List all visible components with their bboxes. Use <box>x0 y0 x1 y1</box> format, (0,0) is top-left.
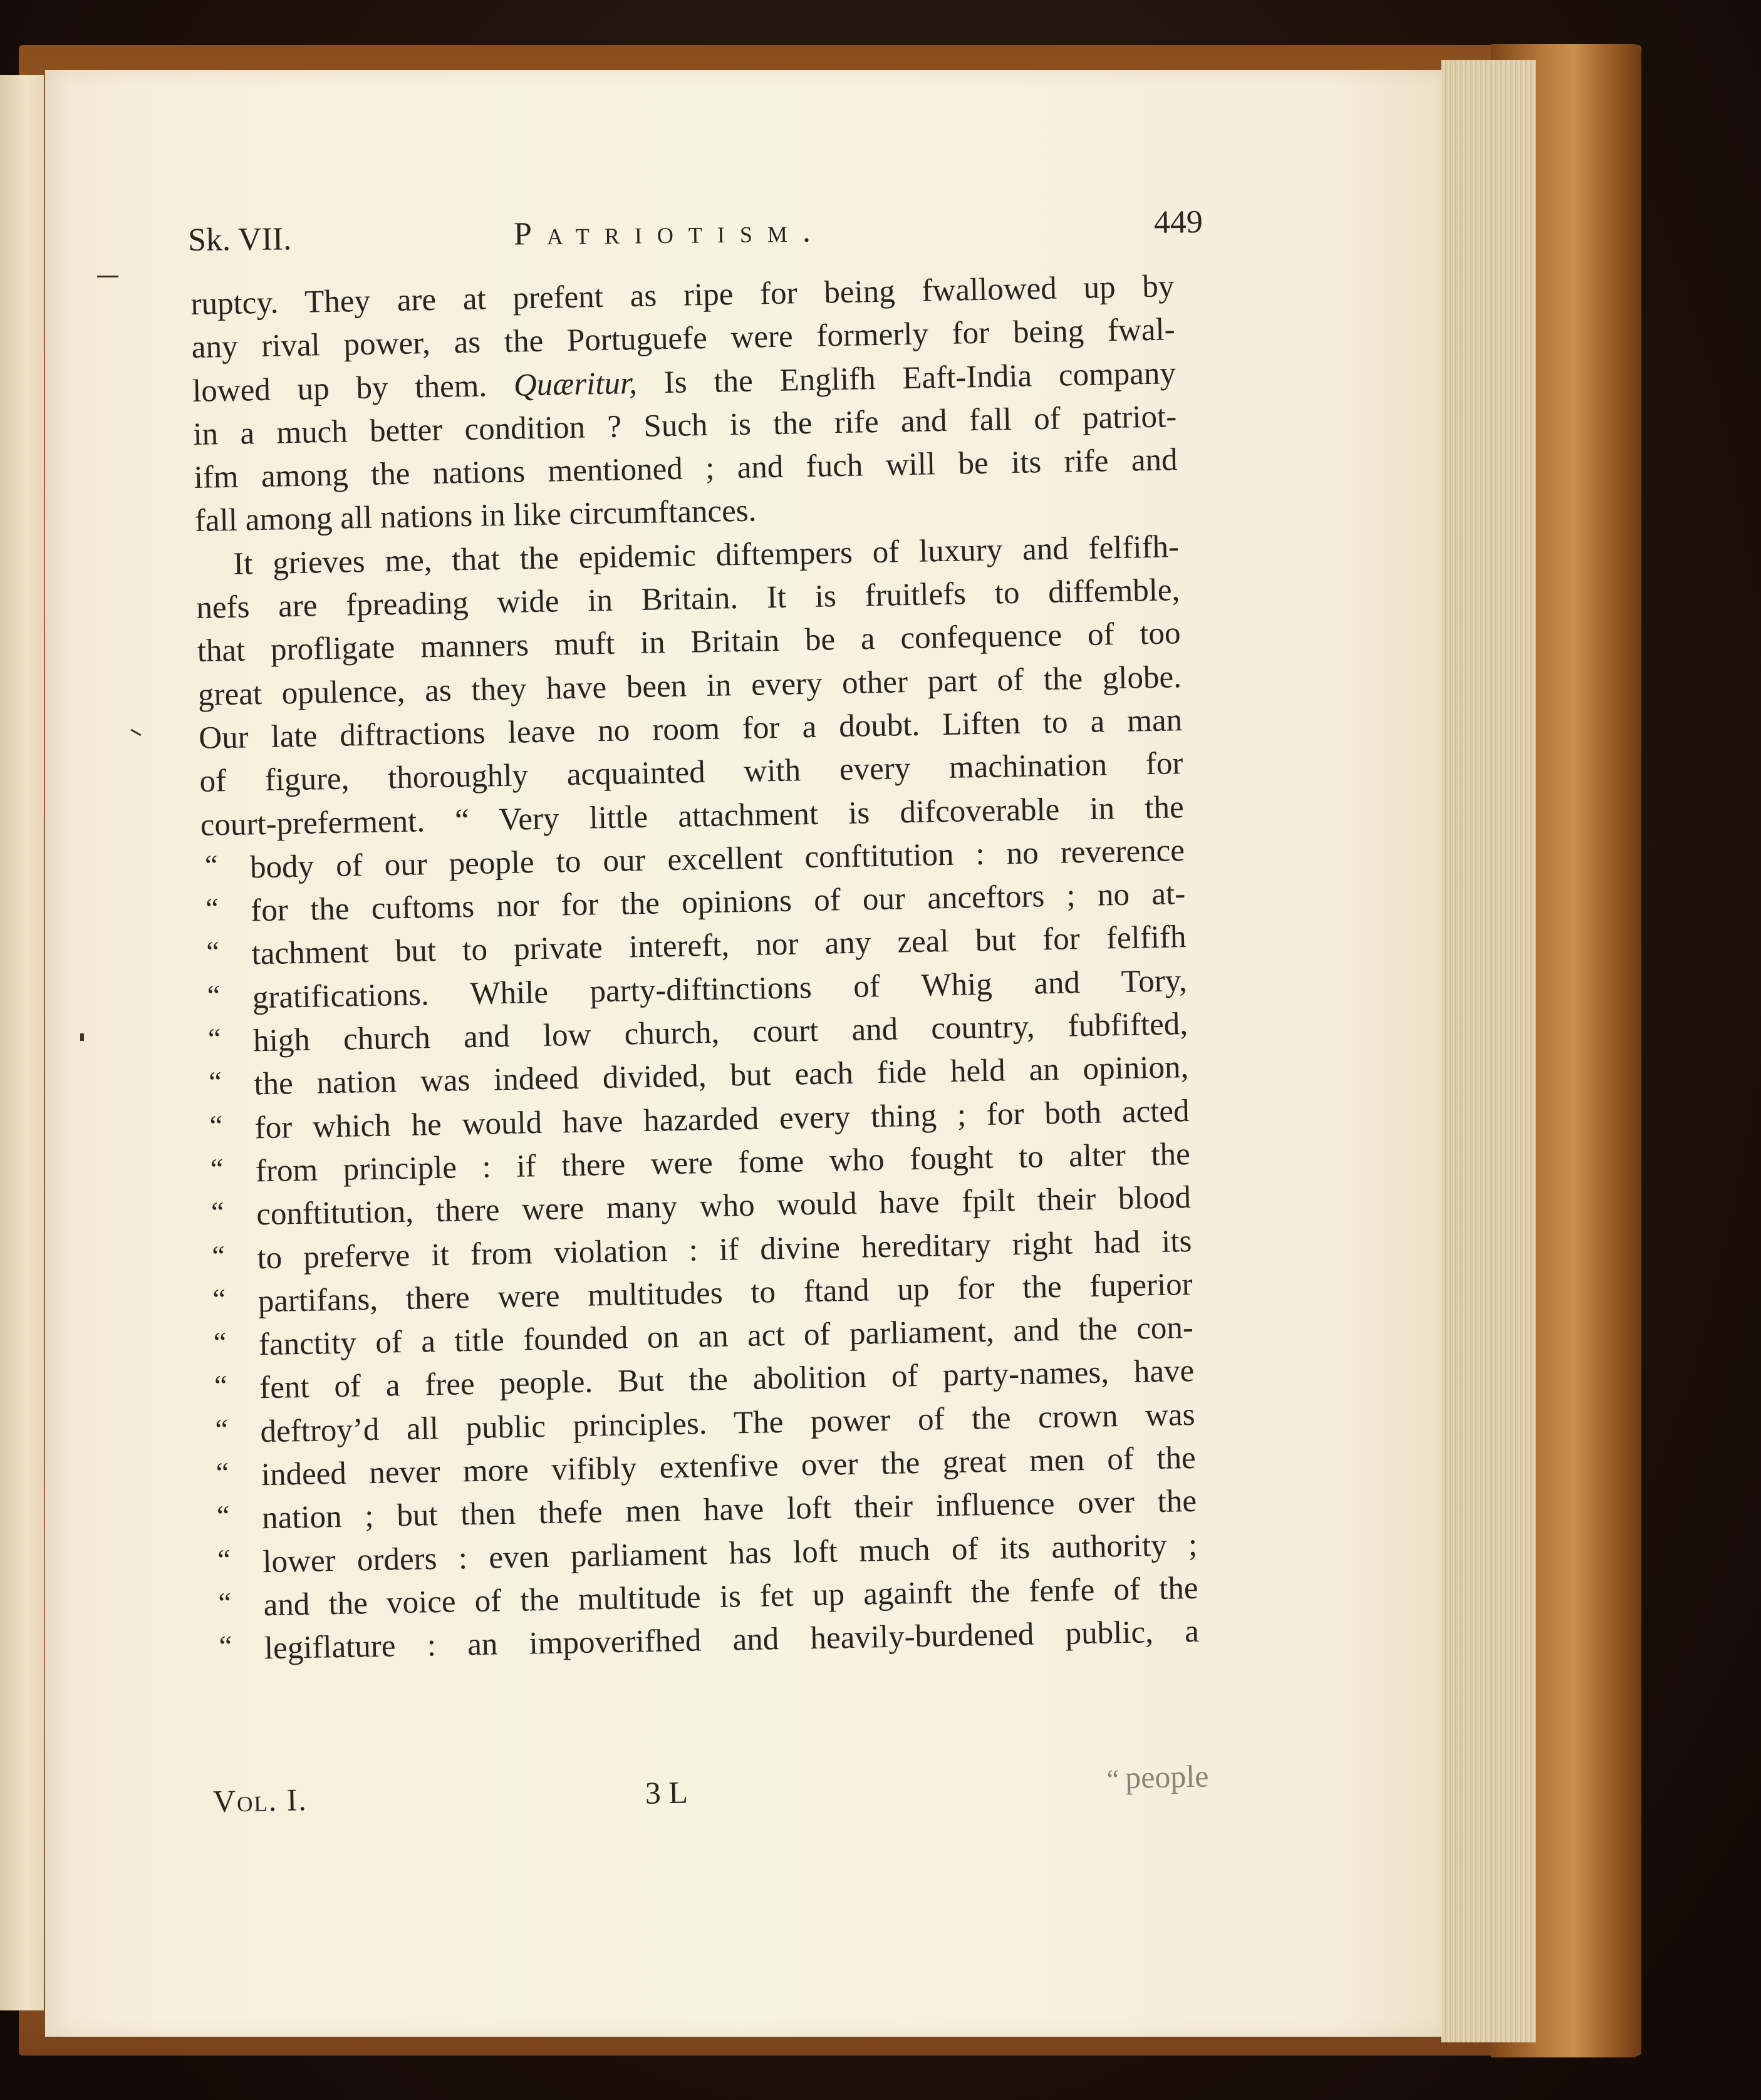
line-text: conftitution, there were many who would have fpilt their blood <box>256 1180 1192 1233</box>
quote-mark: “ <box>206 935 220 968</box>
line-text: gratifications. While party-diftinctions of Whig and Tory, <box>252 963 1188 1016</box>
quote-mark: “ <box>207 1022 221 1055</box>
catchword-text: people <box>1125 1758 1209 1796</box>
line-text: and the voice of the multitude is fet up againft the fenfe of the <box>263 1570 1198 1623</box>
line-text: nefs are fpreading wide in Britain. It is fruitlefs to diffemble, <box>195 572 1180 626</box>
line-text: that profligate manners muft in Britain be a confequence of too <box>197 616 1182 670</box>
running-title: Patriotism. <box>513 213 826 252</box>
line-text: deftroy’d all public principles. The power of the crown was <box>260 1397 1195 1449</box>
quote-mark: “ <box>205 892 219 924</box>
volume-label: Vol. I. <box>212 1782 308 1819</box>
body-text <box>190 265 1199 1672</box>
quote-mark: “ <box>217 1543 231 1576</box>
line-text: to preferve it from violation : if divine hereditary right had its <box>257 1223 1192 1276</box>
quote-mark: “ <box>210 1152 224 1185</box>
line-text: lower orders : even parliament has loft much of its authority ; <box>262 1527 1198 1580</box>
page-footer <box>212 1758 1209 1827</box>
page-block-edge <box>1441 60 1536 2042</box>
line-text: ruptcy. They are at prefent as ripe for being fwallowed up by <box>190 269 1175 322</box>
quote-mark: “ <box>212 1283 226 1315</box>
quote-mark: “ <box>213 1326 227 1358</box>
line-text: the nation was indeed divided, but each fide held an opinion, <box>253 1050 1189 1102</box>
book-page <box>45 70 1442 2037</box>
italic-word: Quæritur, <box>513 365 638 403</box>
quote-mark: “ <box>210 1196 225 1228</box>
quote-mark: “ <box>204 849 218 881</box>
margin-mark <box>97 276 118 277</box>
quote-mark: “ <box>214 1369 228 1402</box>
page-number: 449 <box>1153 204 1203 241</box>
quote-mark: “ <box>216 1499 230 1532</box>
line-text: legiflature : an impoverifhed and heavily-burdened public, a <box>264 1614 1200 1667</box>
quote-mark: “ <box>215 1412 229 1446</box>
signature-mark: 3 L <box>645 1774 688 1811</box>
line-text: It grieves me, that the epidemic diftempers of luxury and felfifh- <box>232 529 1180 582</box>
quote-mark: “ <box>208 1065 222 1099</box>
line-text: court-preferment. “ Very little attachment is difcoverable in the <box>200 789 1185 843</box>
line-text: tachment but to private intereft, nor any zeal but for felfifh <box>251 919 1187 972</box>
line-text: for which he would have hazarded every thing ; for both acted <box>254 1093 1190 1146</box>
catchword <box>1106 1757 1209 1796</box>
line-text: Our late diftractions leave no room for a doubt. Liften to a man <box>198 703 1183 756</box>
line-text: any rival power, as the Portuguefe were formerly for being fwal- <box>191 312 1176 366</box>
line-text: ifm among the nations mentioned ; and fuch will be its rife and <box>194 442 1178 496</box>
line-text: from principle : if there were fome who fought to alter the <box>255 1136 1191 1189</box>
line-text: high church and low church, court and country, fubfifted, <box>252 1006 1188 1059</box>
line-text: great opulence, as they have been in every other part of the globe. <box>197 659 1182 713</box>
quote-mark: “ <box>216 1456 229 1489</box>
quote-mark: “ <box>207 979 221 1011</box>
line-text: for the cuftoms nor for the opinions of our anceftors ; no at- <box>250 876 1186 929</box>
margin-mark <box>80 1033 84 1041</box>
line-text: body of our people to our excellent conftitution : no reverence <box>249 832 1185 886</box>
line-text: fanctity of a title founded on an act of parliament, and the con- <box>258 1310 1194 1363</box>
catchword-quote: “ <box>1106 1764 1119 1795</box>
line-text: of figure, thoroughly acquainted with every machination for <box>199 746 1183 800</box>
page-text-area <box>45 70 1442 2037</box>
line-text: lowed up by them. <box>192 368 514 409</box>
section-label: Sk. VII. <box>187 221 292 258</box>
quote-mark: “ <box>218 1586 232 1619</box>
facing-page-edge <box>0 75 44 2010</box>
line-text: nation ; but then thefe men have loft their influence over the <box>261 1484 1197 1536</box>
line-text: Is the Englifh Eaft-India company <box>636 355 1177 401</box>
quote-mark: “ <box>209 1109 223 1142</box>
line-text: fall among all nations in like circumftances. <box>194 493 757 539</box>
running-header <box>188 204 1203 264</box>
line-text: indeed never more vifibly extenfive over the great men of the <box>261 1440 1197 1493</box>
line-text: fent of a free people. But the abolition of party-names, have <box>259 1353 1195 1406</box>
line-text: in a much better condition ? Such is the rife and fall of patriot- <box>192 399 1177 452</box>
line-text: partifans, there were multitudes to ftand up for the fuperior <box>257 1266 1193 1320</box>
quote-mark: “ <box>219 1630 232 1662</box>
quote-mark: “ <box>211 1239 226 1272</box>
